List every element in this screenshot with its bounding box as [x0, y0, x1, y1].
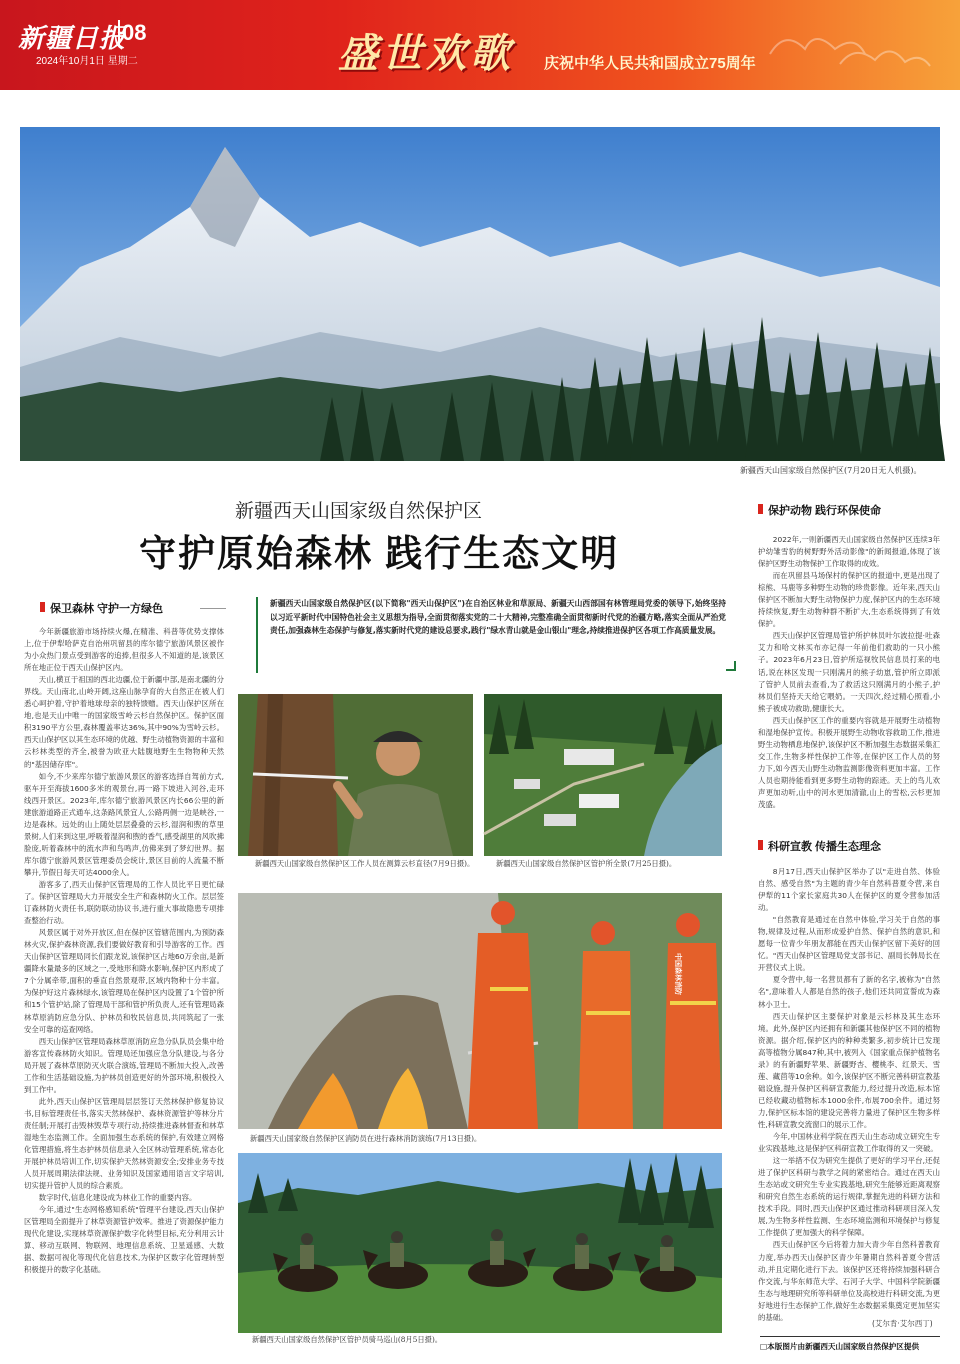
article-title: 守护原始森林 践行生态文明 — [139, 533, 620, 574]
author-byline: (艾尔肯·艾尔西丁) — [872, 1319, 933, 1328]
paragraph: 如今,不少来库尔德宁旅游风景区的游客选择自驾前方式,驱车开至海拔1600多米的观景台,再一路下坡进入河谷,走环线西开景区。2023年,库尔德宁旅游风景区内长66公里的新建旅游道路正式通车,这条路风景宜人,公路两侧一边是峡谷,一边是森林。远处的山上随处层层叠叠的云杉,湿润和煦的草里景树,人们来到这里,呼吸着湿润和煦的香气,感受湖里的风吹拂脸庞,听着森林中的流水声和鸟鸣声,仿佛来到了梦幻世界。据库尔德宁旅游风景区管理委员会统计,景区目前的人流量不断攀升,节假日每天可达4000余人。 — [24, 771, 224, 877]
paragraph: 风景区属于对外开放区,但在保护区管辖范围内,为预防森林火灾,保护森林资源,我们要做好教育和引导游客的工作。西天山保护区管理局同长们跟龙说,该保护区占地60万余亩,是新疆降水量最多的区域之一,受地形和降水影响,保护区内形成了7个分属牵带,面积的垂直自然景观带,区域内物种十分丰富。为保护好这片森林绿水,该管理局在保护区内设置了1个管护所和15个管护站,除了管理局干部和管护所负责人,还有管理局森林草原消防应急分队、护林员和牧民信息员,共同筑起了一张安全可靠的巡查网络。 — [24, 928, 224, 1034]
masthead — [0, 0, 960, 90]
paragraph: 这一举措不仅为研究生提供了更好的学习平台,还促进了保护区科研与教学之间的紧密结合。通过在西天山生态站或文研究生专业实践基地,研究生能够近距离观察和研究自然生态系统的运行规律,掌握先进的科研方法和技术手段。同时,西天山保护区通过推动科研项目深入发展,为生物多样性监测、生态环境监测和环境保护与修复工作提供了更加强大的科学保障。 — [758, 1156, 940, 1238]
caption-station: 新疆西天山国家级自然保护区管护所全景(7月25日摄)。 — [496, 859, 677, 868]
paragraph: 今年新疆旅游市场持续火爆,在精准、科普等优势支撑体上,位于伊犁哈萨克自治州巩留县的库尔德宁旅游风景区被作为小众热门景点受到游客的追捧,但很多人不知道的是,该景区所在地正位于西天山保护区内。 — [24, 627, 224, 673]
celebration-banner: 庆祝中华人民共和国成立75周年 — [544, 55, 756, 72]
cloud-pattern-icon — [760, 14, 940, 74]
paragraph: 而在巩留县马场保村的保护区的报道中,更是出现了棕熊、马鹿等多种野生动物的珍贵影像。近年来,西天山保护区不断加大野生动物保护力度,保护区内的生态环境持续恢复,野生动物种群不断扩大,生态系统得到了有效保护。 — [758, 571, 940, 629]
caption-horse-patrol: 新疆西天山国家级自然保护区管护员骑马巡山(8月5日摄)。 — [252, 1335, 443, 1344]
right-top-text — [758, 534, 940, 834]
paragraph: 西天山保护区今后将着力加大青少年自然科普教育力度,举办西天山保护区青少年暑期自然科普夏令营活动,并且定期化进行下去。该保护区还将持续加强科研合作交流,与华东师范大学、石河子大学、中国科学院新疆生态与地理研究所等科研单位及高校进行科研交流,为更好地进行生态保护工作,做好生态数据采集奠定更加坚实的基础。 — [758, 1240, 940, 1322]
photo-horse-patrol — [238, 1153, 722, 1333]
photo-credit: □本版图片由新疆西天山国家级自然保护区提供 — [760, 1336, 940, 1352]
caption-worker: 新疆西天山国家级自然保护区工作人员在测算云杉直径(7月9日摄)。 — [255, 859, 475, 868]
photo-ranger-station — [484, 694, 722, 856]
paragraph: 西天山保护区主要保护对象是云杉林及其生态环境。此外,保护区内还拥有和新疆其他保护区不同的植物资源。据介绍,保护区内的种种类繁多,初步统计已发现高等植物分属847种,其中,被列入《国家重点保护植物名录》的有新疆野苹果、新疆野杏、樱桃李、红景天、雪莲、藏茴等10余种。如今,该保护区不断完善科研宣教基础设施,提升保护区科研宣教能力,经过提升改造,标本馆已经收藏动植物标本1000余件,布展700余件。通过努力,保护区标本馆的建设完善将力量进了保护区生物多样性,科研宣教交流窗口的展示工作。 — [758, 1011, 940, 1129]
section-heading-wildlife: 保护动物 践行环保使命 — [758, 502, 881, 518]
paragraph: 8月17日,西天山保护区举办了以"走进自然、体验自然、感受自然"为主题的青少年自然科普夏令营,来自伊犁的11个家长家庭共30人在保护区的夏令营参加活动。 — [758, 867, 940, 913]
page-number: 08 — [118, 20, 146, 46]
paragraph: 此外,西天山保护区管理局层层签订天然林保护修复协议书,目标管理责任书,落实天然林保护、森林资源管护等林分片责任制;开展打击毁林毁草专项行动,持续推进森林督查和林草湿地生态监测工作。全面加强生态系统的保护,有效建立网格化管理措施,将生态护林员信息录入全区林动管理系统,常态化开展护林员培训工作,切实保护天然林资源安全;安排业务专技人员开展周期法律法规、业务知识及国家通用语言文字培训,切实提升管护人员的综合素质。 — [24, 1096, 224, 1191]
paragraph: 西天山保护区管理局森林草原消防应急分队队员会集中给游客宣传森林防火知识。管理局还加强应急分队建设,与各分局开展了森林草原防灭火联合演练,管理局不断加大投入,改善工作和生活基础设施,为护林员创造更好的外部环境,积极投入到工作中。 — [24, 1036, 224, 1094]
hero-photo-mountain — [20, 127, 940, 461]
festive-title: 盛世欢歌 — [338, 30, 514, 77]
intro-lead: 新疆西天山国家级自然保护区(以下简称"西天山保护区")在自治区林业和草原局、新疆天山西部国有林管理局党委的领导下,始终坚持以习近平新时代中国特色社会主义思想为指导,全面贯彻落实党的二十大精神,完整准确全面贯彻新时代党的治疆方略,落实全面从严治党责任,加强森林生态保护与修复,落实新时代党的建设总要求,践行"绿水青山就是金山银山"理念,持续推进保护区各项工作高质量发展。 — [256, 597, 726, 673]
paragraph: 今年,通过"生态网格感知系统"管理平台建设,西天山保护区管理局全面提升了林草资源管护效率。推进了资源保护能力现代化建设,实现林草资源保护数字化转型目标,充分利用云计算、移动互联网、物联网、地理信息系统、卫星遥感、大数据、数据可视化等现代化信息技术,为保护区数字化管理转型积极提升的数字化基础。 — [24, 1205, 224, 1275]
paragraph: "自然教育是通过在自然中体验,学习关于自然的事物,规律及过程,从而形成爱护自然、保护自然的意识,和愿每一位青少年朋友都能在西天山保护区留下美好的回忆。"西天山保护区管理局党支部书记、副局长韩局长在开营仪式上说。 — [758, 915, 940, 973]
paragraph: 西天山保护区工作的重要内容就是开展野生动植物和湿地保护宣传。积极开展野生动物收容救助工作,推进野生动物栖息地保护,该保护区不断加强生态数据采集汇交工作,生物多样性保护工作等,在保护区工作人员的努力下,如今西天山野生动物监测影像资料更加丰富。工作人员也期待能看到更多野生动物的踪迹。天上的鸟儿欢声更加动听,山中的河水更加清澈,山上的雪松,云杉更加茂盛。 — [758, 715, 940, 810]
newspaper-logo: 新疆日报 — [18, 24, 127, 54]
caption-firefighting: 新疆西天山国家级自然保护区消防员在进行森林消防演练(7月13日摄)。 — [250, 1134, 482, 1143]
right-bottom-text — [758, 866, 940, 1322]
photo-firefighting-drill — [238, 893, 722, 1129]
paragraph: 2022年,一则新疆西天山国家级自然保护区连续3年护幼雏雪豹的树野野外活动影像"的新闻报道,体现了该保护区野生动物保护工作取得的成效。 — [758, 535, 940, 569]
paragraph: 游客多了,西天山保护区管理局的工作人员比平日更忙碌了。保护区管理局大力开展安全生产和森林防火工作。层层签订森林防火责任书,联防联动协议书,进行重大事故隐患专项排查整治行动。 — [24, 879, 224, 926]
hero-caption: 新疆西天山国家级自然保护区(7月20日无人机摄)。 — [740, 466, 922, 475]
paragraph: 今年,中国林业科学院在西天山生态动成立研究生专业实践基地,这是保护区科研宣教工作取得的又一突破。 — [758, 1132, 940, 1154]
fire-badge-text: 中国森林消防 — [674, 953, 682, 995]
issue-date: 2024年10月1日 星期二 — [36, 56, 138, 67]
paragraph: 数字时代,信息化建设成为林业工作的重要内容。 — [38, 1193, 197, 1203]
paragraph: 夏令营中,每一名营员都有了新的名字,被称为"自然名",意味着人人都是自然的孩子,他们还共同宣誓成为森林小卫士。 — [758, 975, 940, 1009]
section-divider — [200, 608, 226, 609]
section-heading-forest: 保卫森林 守护一方绿色 — [40, 600, 163, 616]
paragraph: 天山,横亘于祖国的西北边疆,位于新疆中部,是南北疆的分界线。天山南北,山岭开阔,这座山脉孕育的大自然正在被人们悉心呵护着,守护着地球母亲的独特馈赠。西天山保护区所在地,也是天山中唯一的国家级雪岭云杉自然保护区。保护区面积3190平方公里,森林覆盖率达36%,其中90%为雪岭云杉。西天山保护区以其生态环境的优越、野生动植物资源的丰富和云杉林类型的齐全,被誉为欧亚大陆腹地野生生物物种天然的"基因储存库"。 — [24, 675, 224, 769]
left-column-text — [24, 626, 224, 1346]
section-heading-research: 科研宣教 传播生态理念 — [758, 838, 881, 854]
paragraph: 西天山保护区管理局管护所护林员叶尔波拉提·吐森艾力和哈文林买布亦记得一年前他们救助的一只小熊子。2023年6月23日,管护所巡视牧民信息员打来的电话,说在林区发现一只刚满月的熊子幼崽,管护所立即派了管护人员前去查看,为了救活这只刚满月的小熊子,护林员们坚持天天给它喂奶。一天四次,经过精心照看,小熊子被成功救助,健康长大。 — [758, 631, 940, 713]
article-subtitle: 新疆西天山国家级自然保护区 — [235, 501, 483, 522]
photo-worker-measuring — [238, 694, 473, 856]
